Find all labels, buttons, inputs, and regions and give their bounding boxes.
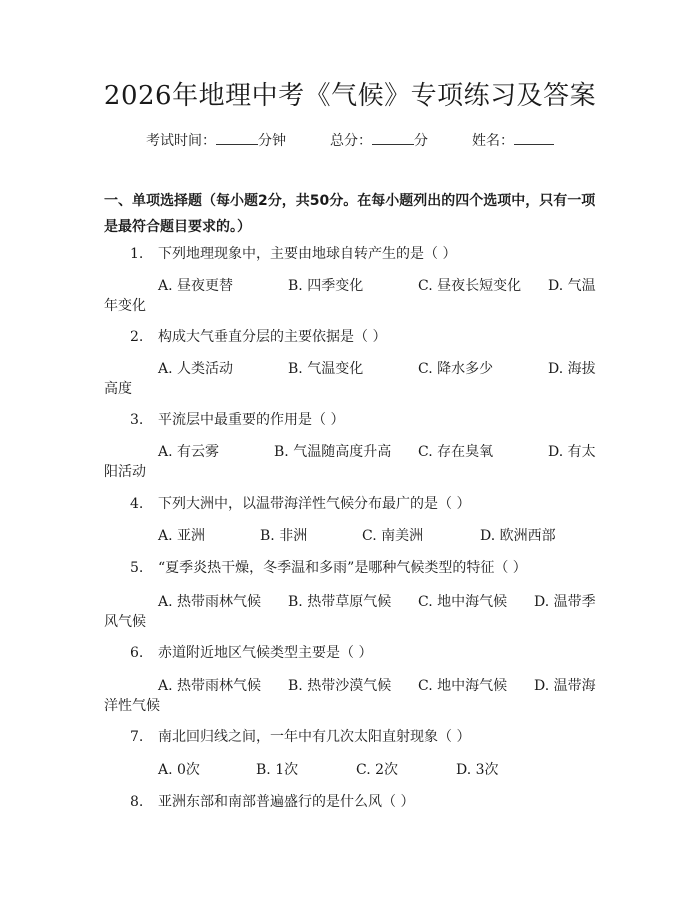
option-c: C. 降水多少 (418, 361, 494, 377)
option-a: A. 亚洲 (158, 528, 206, 544)
total-score-blank (372, 130, 414, 145)
question-text: 构成大气垂直分层的主要依据是（ ） (158, 329, 387, 345)
question-number: 3. (130, 412, 144, 428)
exam-time-blank (216, 130, 258, 145)
section-heading: 一、单项选择题（每小题2分，共50分。在每小题列出的四个选项中，只有一项是最符合题目要求的。） (104, 193, 596, 235)
question-stem (130, 244, 456, 264)
option-a: A. 人类活动 (158, 361, 234, 377)
question-stem (130, 494, 470, 514)
question-stem (130, 727, 470, 747)
option-b: B. 气温随高度升高 (274, 444, 392, 460)
question-number: 2. (130, 329, 144, 345)
question-number: 5. (130, 560, 144, 576)
question-stem (130, 792, 414, 812)
question-stem (130, 327, 386, 347)
question-number: 4. (130, 496, 144, 512)
exam-time-unit: 分钟 (258, 133, 286, 149)
option-d-continuation: 风气候 (104, 614, 146, 630)
option-a: A. 有云雾 (158, 444, 220, 460)
option-a: A. 热带雨林气候 (158, 678, 262, 694)
option-b: B. 非洲 (260, 528, 308, 544)
option-b: B. 热带草原气候 (288, 594, 392, 610)
question-text: 亚洲东部和南部普遍盛行的是什么风（ ） (158, 794, 415, 810)
option-c: C. 存在臭氧 (418, 444, 494, 460)
option-d: D. 海拔 (548, 361, 596, 377)
total-score-unit: 分 (414, 133, 428, 149)
option-c: C. 昼夜长短变化 (418, 278, 522, 294)
option-c: C. 地中海气候 (418, 678, 508, 694)
question-stem (130, 410, 344, 430)
option-d-continuation: 年变化 (104, 298, 146, 314)
option-d-continuation: 洋性气候 (104, 698, 160, 714)
question-number: 1. (130, 246, 144, 262)
option-d: D. 温带海 (534, 678, 596, 694)
option-d-continuation: 阳活动 (104, 464, 146, 480)
option-b: B. 气温变化 (288, 361, 364, 377)
option-c: C. 2次 (356, 762, 399, 778)
question-text: 下列大洲中，以温带海洋性气候分布最广的是（ ） (158, 496, 471, 512)
total-score-label: 总分： (330, 133, 372, 149)
option-a: A. 昼夜更替 (158, 278, 234, 294)
student-name-label: 姓名： (472, 133, 514, 149)
document-title: 2026年地理中考《气候》专项练习及答案 (103, 81, 597, 111)
student-name-blank (514, 130, 554, 145)
option-b: B. 1次 (256, 762, 299, 778)
option-d: D. 3次 (456, 762, 499, 778)
option-a: A. 0次 (158, 762, 200, 778)
question-text: 南北回归线之间，一年中有几次太阳直射现象（ ） (158, 729, 471, 745)
question-stem (130, 558, 527, 578)
option-d: D. 温带季 (534, 594, 596, 610)
question-number: 8. (130, 794, 144, 810)
option-d: D. 气温 (548, 278, 596, 294)
option-b: B. 热带沙漠气候 (288, 678, 392, 694)
question-number: 7. (130, 729, 144, 745)
question-text: “夏季炎热干燥，冬季温和多雨”是哪种气候类型的特征（ ） (158, 560, 527, 576)
student-name-field (472, 130, 554, 151)
option-d-continuation: 高度 (104, 381, 132, 397)
option-b: B. 四季变化 (288, 278, 364, 294)
question-number: 6. (130, 645, 144, 661)
exam-time-field (146, 130, 286, 151)
option-d: D. 欧洲西部 (480, 528, 556, 544)
exam-info-line (0, 130, 700, 151)
question-text: 赤道附近地区气候类型主要是（ ） (158, 645, 373, 661)
question-text: 下列地理现象中，主要由地球自转产生的是（ ） (158, 246, 457, 262)
total-score-field (330, 130, 428, 151)
option-a: A. 热带雨林气候 (158, 594, 262, 610)
option-d: D. 有太 (548, 444, 596, 460)
option-c: C. 地中海气候 (418, 594, 508, 610)
exam-time-label: 考试时间： (146, 133, 216, 149)
question-stem (130, 643, 372, 663)
option-c: C. 南美洲 (362, 528, 424, 544)
question-text: 平流层中最重要的作用是（ ） (158, 412, 345, 428)
